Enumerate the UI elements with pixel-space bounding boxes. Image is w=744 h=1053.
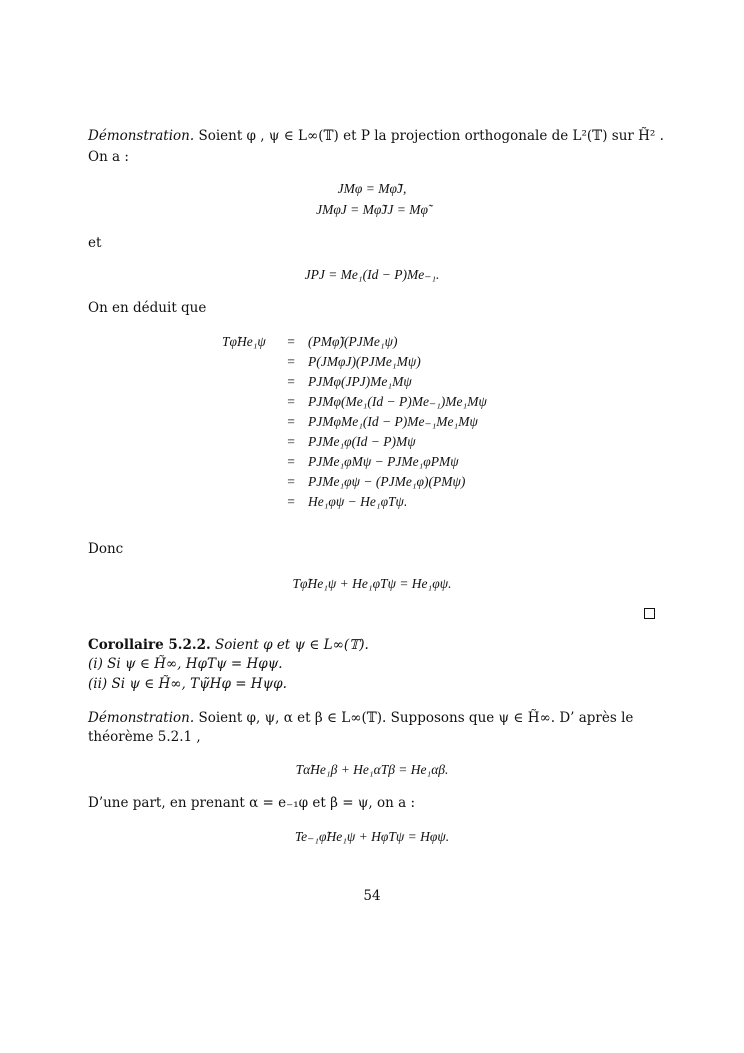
equation-5: Te₋₁φ̃He₁ψ + HφTψ = Hφψ. bbox=[294, 829, 450, 844]
corollary-item-ii: (ii) Si ψ ∈ H̃∞, Tψ̃Hφ = Hψφ. bbox=[88, 676, 287, 692]
corollary-label: Corollaire 5.2.2. bbox=[88, 637, 211, 653]
derivation-equals-sign: = bbox=[287, 474, 295, 489]
corollary-heading bbox=[88, 637, 369, 653]
corollary-item-i: (i) Si ψ ∈ H̃∞, HφTψ = Hφψ. bbox=[88, 656, 283, 672]
derivation-rhs: PJMφ(JPJ)Me₁Mψ bbox=[308, 374, 412, 389]
derivation-rhs: PJMe₁φ(Id − P)Mψ bbox=[308, 434, 416, 449]
dune-part-line: D’une part, en prenant α = e₋₁φ et β = ψ, on a : bbox=[88, 795, 416, 811]
qed-square-icon bbox=[644, 608, 655, 619]
et-word: et bbox=[88, 235, 102, 251]
derivation-lhs: Tφ̃He₁ψ bbox=[222, 334, 266, 349]
equation-3: Tφ̃He₁ψ + He₁φTψ = He₁φψ. bbox=[292, 576, 452, 591]
derivation-equals-sign: = bbox=[287, 434, 295, 449]
derivation-rhs: PJMe₁φMψ − PJMe₁φPMψ bbox=[308, 454, 459, 469]
page-number: 54 bbox=[363, 888, 381, 904]
derivation-equals-sign: = bbox=[287, 354, 295, 369]
derivation-rhs: PJMe₁φψ − (PJMe₁φ)(PMψ) bbox=[308, 474, 466, 489]
derivation-rhs: He₁φψ − He₁φTψ. bbox=[308, 494, 408, 509]
derivation-rhs: PJMφMe₁(Id − P)Me₋₁Me₁Mψ bbox=[308, 414, 478, 429]
derivation-equals-sign: = bbox=[287, 394, 295, 409]
derivation-equals-sign: = bbox=[287, 454, 295, 469]
donc-word: Donc bbox=[88, 541, 124, 557]
demonstration-paragraph-1 bbox=[88, 128, 664, 144]
demonstration-paragraph-2 bbox=[88, 710, 633, 726]
derivation-equals-sign: = bbox=[287, 494, 295, 509]
derivation-equals-sign: = bbox=[287, 334, 295, 349]
demonstration-text-2: Soient φ, ψ, α et β ∈ L∞(𝕋). Supposons que ψ ∈ H̃∞. D’ après le bbox=[194, 710, 634, 726]
theoreme-reference: théorème 5.2.1 , bbox=[88, 729, 201, 745]
demonstration-text: Soient φ , ψ ∈ L∞(𝕋) et P la projection orthogonale de L²(𝕋) sur H̃² . bbox=[194, 128, 664, 144]
equation-4: Tα̃He₁β + He₁αTβ = He₁αβ. bbox=[295, 762, 449, 777]
demonstration-label: Démonstration. bbox=[88, 128, 195, 144]
on-en-deduit: On en déduit que bbox=[88, 300, 207, 316]
derivation-equals-sign: = bbox=[287, 414, 295, 429]
equation-1b: JMφJ = Mφ̃JJ = Mφ̃ bbox=[316, 202, 428, 217]
derivation-rhs: P(JMφJ)(PJMe₁Mψ) bbox=[308, 354, 421, 369]
derivation-rhs: PJMφ(Me₁(Id − P)Me₋₁)Me₁Mψ bbox=[308, 394, 487, 409]
equation-1a: JMφ = Mφ̃J, bbox=[337, 181, 407, 196]
on-a-line: On a : bbox=[88, 149, 129, 165]
demonstration-label-2: Démonstration. bbox=[88, 710, 195, 726]
derivation-rhs: (PMφ̃)(PJMe₁ψ) bbox=[308, 334, 398, 349]
corollary-text: Soient φ et ψ ∈ L∞(𝕋). bbox=[210, 637, 369, 653]
derivation-equals-sign: = bbox=[287, 374, 295, 389]
equation-2: JPJ = Me₁(Id − P)Me₋₁. bbox=[304, 267, 440, 282]
